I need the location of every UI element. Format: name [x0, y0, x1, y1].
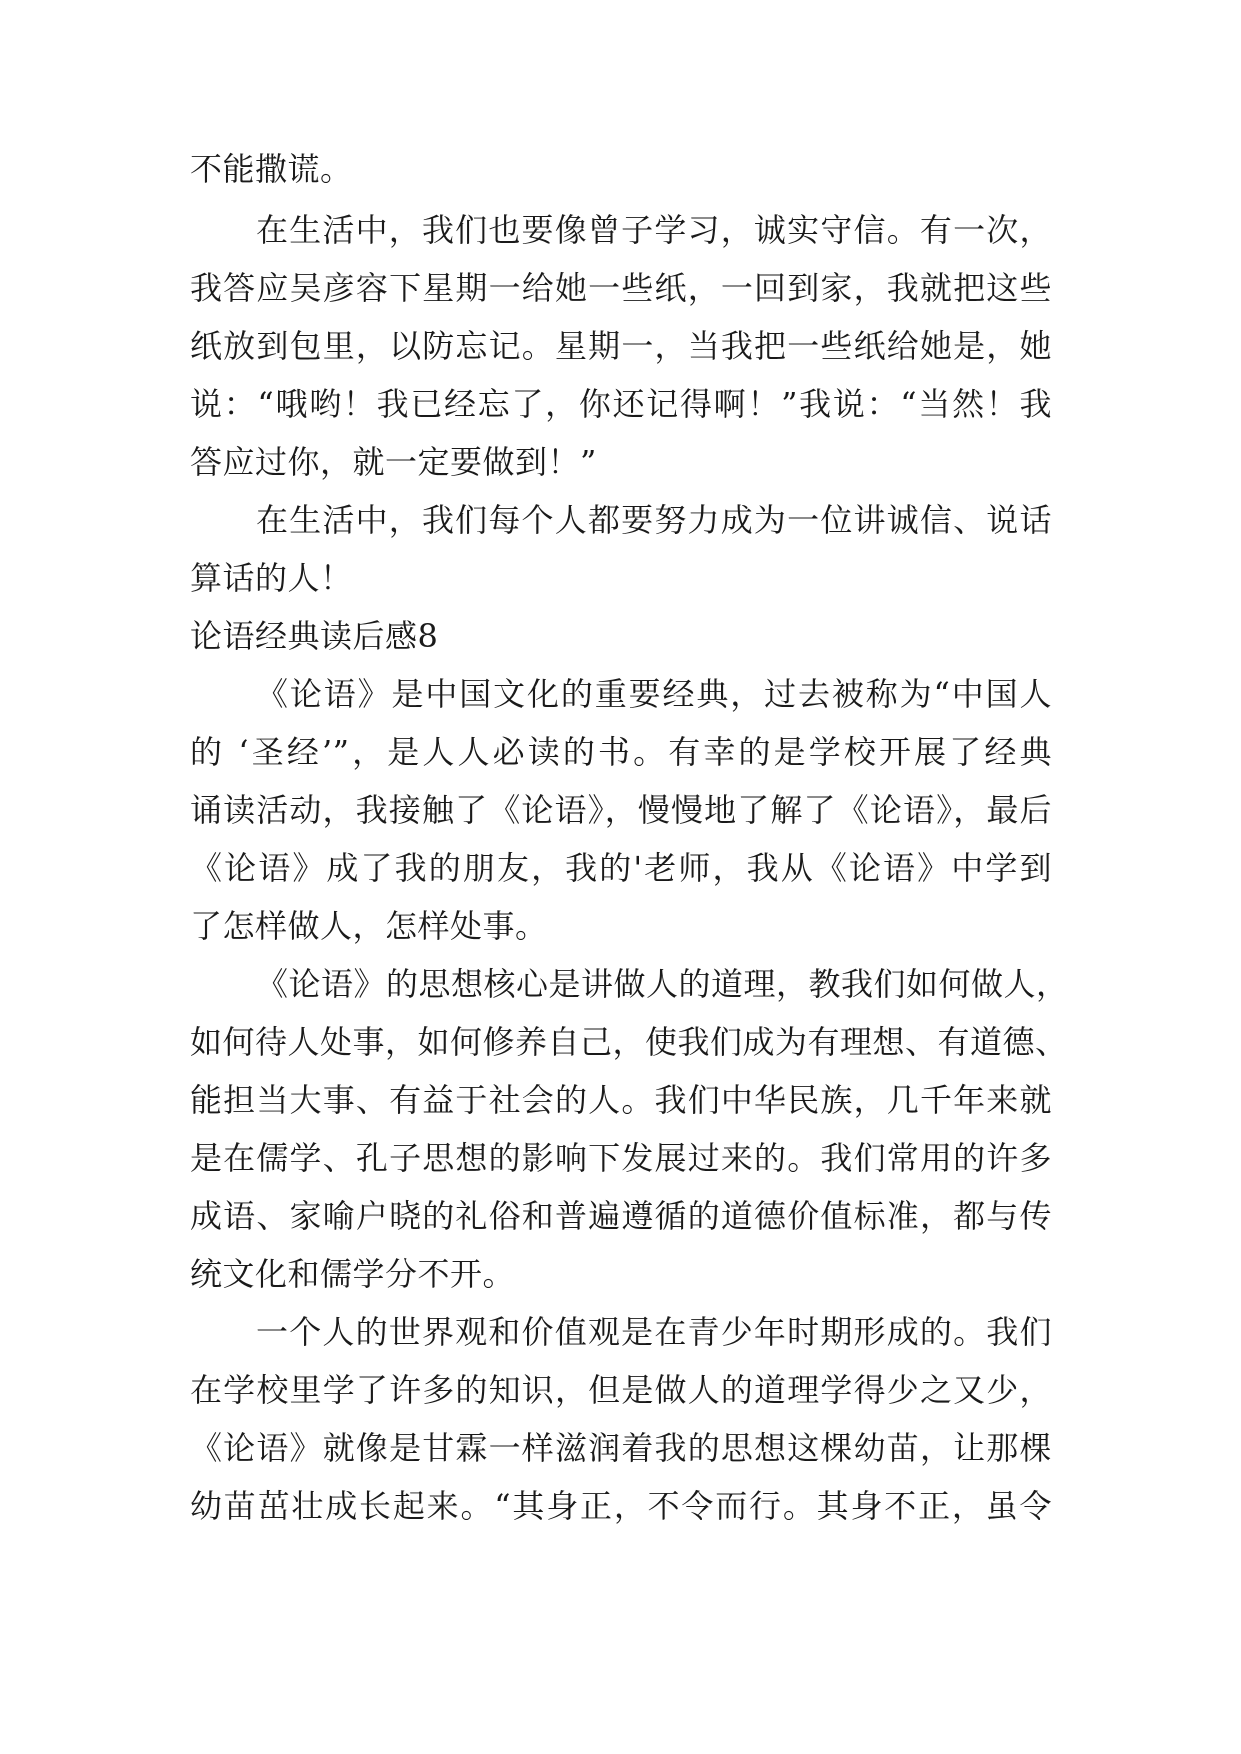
text-line: 说：“哦哟！我已经忘了，你还记得啊！”我说：“当然！我 [190, 385, 1052, 423]
text-line: 我答应吴彦容下星期一给她一些纸，一回到家，我就把这些 [190, 269, 1052, 307]
text-line: 成语、家喻户晓的礼俗和普遍遵循的道德价值标准，都与传 [190, 1197, 1052, 1235]
text-line: 《论语》是中国文化的重要经典，过去被称为“中国人 [256, 675, 1052, 713]
text-line: 如何待人处事，如何修养自己，使我们成为有理想、有道德、 [190, 1023, 1068, 1061]
text-line: 在生活中，我们也要像曾子学习，诚实守信。有一次， [256, 211, 1052, 249]
text-line: 能担当大事、有益于社会的人。我们中华民族，几千年来就 [190, 1081, 1052, 1119]
text-line: 答应过你，就一定要做到！” [190, 443, 597, 481]
text-line: 在学校里学了许多的知识，但是做人的道理学得少之又少， [190, 1371, 1052, 1409]
text-line: 《论语》的思想核心是讲做人的道理，教我们如何做人， [256, 965, 1069, 1003]
text-line: 《论语》成了我的朋友，我的'老师，我从《论语》中学到 [190, 849, 1052, 887]
text-line: 一个人的世界观和价值观是在青少年时期形成的。我们 [256, 1313, 1052, 1351]
text-line: 是在儒学、孔子思想的影响下发展过来的。我们常用的许多 [190, 1139, 1052, 1177]
text-line: 不能撒谎。 [190, 150, 353, 188]
text-line: 诵读活动，我接触了《论语》，慢慢地了解了《论语》，最后 [190, 791, 1052, 829]
text-line: 了怎样做人，怎样处事。 [190, 907, 548, 945]
text-line: 算话的人！ [190, 559, 353, 597]
section-heading: 论语经典读后感8 [190, 617, 439, 655]
text-line: 的 ‘圣经’”，是人人必读的书。有幸的是学校开展了经典 [190, 733, 1052, 771]
text-line: 纸放到包里，以防忘记。星期一，当我把一些纸给她是，她 [190, 327, 1052, 365]
text-line: 《论语》就像是甘霖一样滋润着我的思想这棵幼苗，让那棵 [190, 1429, 1052, 1467]
text-line: 统文化和儒学分不开。 [190, 1255, 516, 1293]
text-line: 在生活中，我们每个人都要努力成为一位讲诚信、说话 [256, 501, 1052, 539]
text-line: 幼苗茁壮成长起来。“其身正，不令而行。其身不正，虽令 [190, 1487, 1052, 1525]
